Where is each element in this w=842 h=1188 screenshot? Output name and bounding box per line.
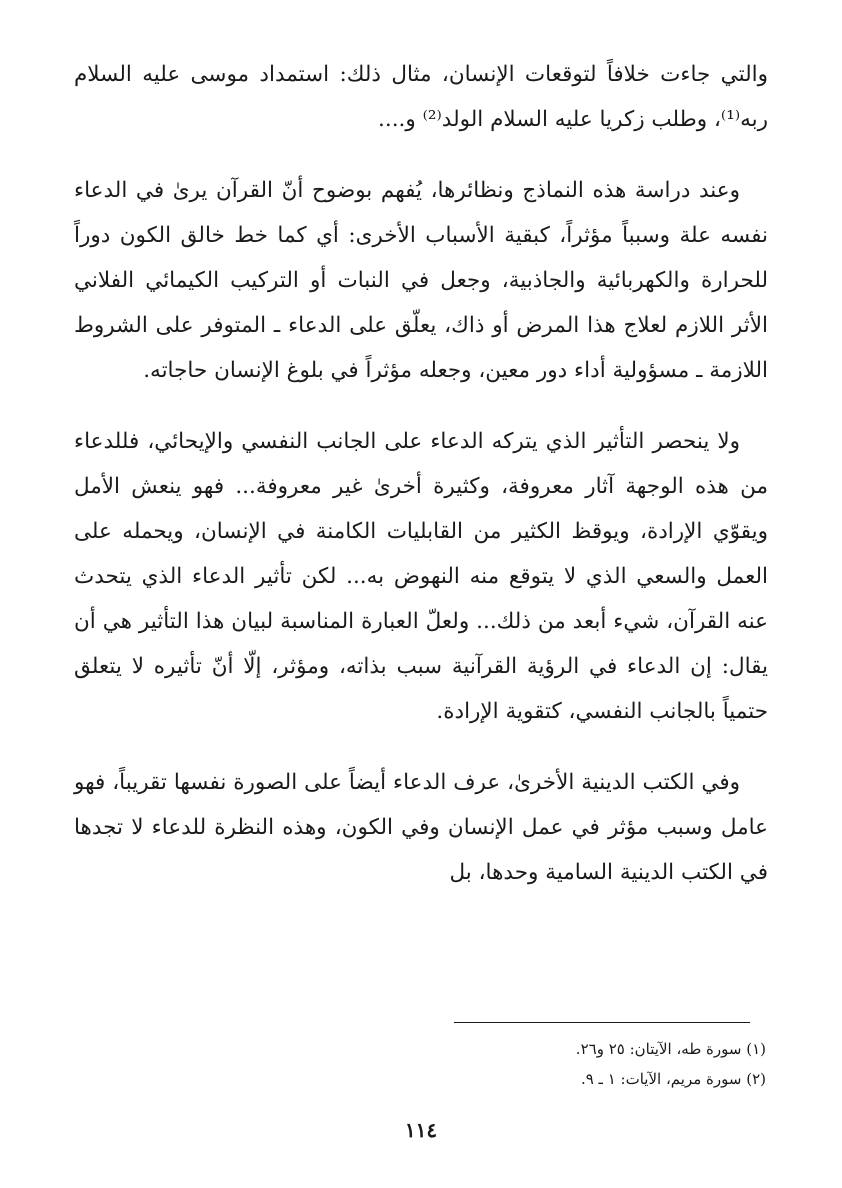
footnotes	[330, 1034, 766, 1094]
page-number: ١١٤	[404, 1118, 438, 1142]
main-text	[74, 52, 768, 895]
paragraph-4: وفي الكتب الدينية الأخرىٰ، عرف الدعاء أيضاً على الصورة نفسها تقريباً، فهو عامل وسبب مؤثر في عمل الإنسان وفي الكون، وهذه النظرة للدعاء لا تجدها في الكتب الدينية السامية وحدها، بل	[74, 770, 768, 885]
paragraph-3: ولا ينحصر التأثير الذي يتركه الدعاء على الجانب النفسي والإيحائي، فللدعاء من هذه الوجهة آثار معروفة، وكثيرة أخرىٰ غير معروفة... فهو ينعش الأمل ويقوّي الإرادة، ويوقظ الكثير من القابليات الكامنة في الإنسان، ويحمله على العمل والسعي الذي لا يتوقع منه النهوض به... لكن تأثير الدعاء الذي يتحدث عنه القرآن، شيء أبعد من ذلك... ولعلّ العبارة المناسبة لبيان هذا التأثير هي أن يقال: إن الدعاء في الرؤية القرآنية سبب بذاته، ومؤثر، إلّا أنّ تأثيره لا يتعلق حتمياً بالجانب النفسي، كتقوية الإرادة.	[74, 429, 768, 724]
paragraph-1: والتي جاءت خلافاً لتوقعات الإنسان، مثال ذلك: استمداد موسى عليه السلام ربه⁽¹⁾، وطلب زكريا عليه السلام الولد⁽²⁾ و....	[74, 62, 768, 132]
footnote-1: (١) سورة طه، الآيتان: ٢٥ و٢٦.	[575, 1040, 766, 1058]
paragraph-2: وعند دراسة هذه النماذج ونظائرها، يُفهم بوضوح أنّ القرآن يرىٰ في الدعاء نفسه علة وسبباً مؤثراً، كبقية الأسباب الأخرى: أي كما خط خالق الكون دوراً للحرارة والكهربائية والجاذبية، وجعل في النبات أو التركيب الكيمائي الفلاني الأثر اللازم لعلاج هذا المرض أو ذاك، يعلّق على الدعاء ـ المتوفر على الشروط اللازمة ـ مسؤولية أداء دور معين، وجعله مؤثراً في بلوغ الإنسان حاجاته.	[74, 178, 768, 383]
footnote-2: (٢) سورة مريم، الآيات: ١ ـ ٩.	[580, 1070, 766, 1088]
footnote-divider	[454, 1022, 750, 1023]
